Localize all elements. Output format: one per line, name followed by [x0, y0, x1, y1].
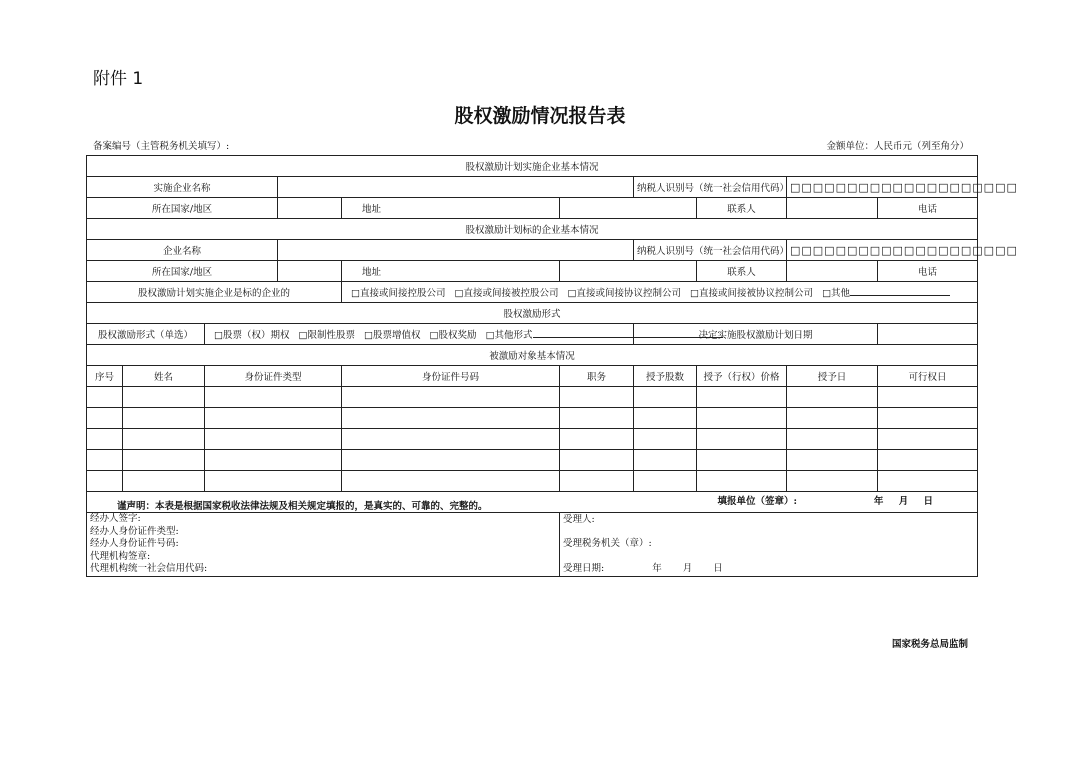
decision-date-field[interactable] [878, 324, 978, 345]
country-field[interactable] [278, 198, 342, 219]
target-enterprise-name-label: 企业名称 [87, 240, 278, 261]
table-cell[interactable] [123, 450, 205, 471]
col-header-shares: 授予股数 [634, 366, 697, 387]
table-cell[interactable] [87, 450, 123, 471]
supervisor-note: 国家税务总局监制 [891, 639, 968, 650]
contact-field[interactable] [787, 198, 878, 219]
table-cell[interactable] [560, 471, 634, 492]
form-other-underline[interactable] [533, 327, 723, 338]
table-cell[interactable] [123, 387, 205, 408]
relation-label: 股权激励计划实施企业是标的企业的 [87, 282, 342, 303]
section1-name-row [87, 177, 978, 198]
table-cell[interactable] [123, 471, 205, 492]
table-cell[interactable] [205, 387, 342, 408]
form-option-equity-award[interactable]: □股权奖励 [429, 330, 477, 341]
address-label: 地址 [342, 198, 560, 219]
section3-header-row [87, 303, 978, 324]
table-cell[interactable] [560, 408, 634, 429]
declaration-text: 谨声明：本表是根据国家税收法律法规及相关规定填报的，是真实的、可靠的、完整的。 [117, 501, 488, 512]
table-cell[interactable] [634, 408, 697, 429]
receive-date-label: 受理日期: [563, 562, 605, 574]
phone-label: 电话 [878, 198, 978, 219]
table-cell[interactable] [787, 408, 878, 429]
col-header-no: 序号 [87, 366, 123, 387]
col-header-id-type: 身份证件类型 [205, 366, 342, 387]
form-row [87, 324, 978, 345]
agent-receiver-row [87, 513, 978, 577]
table-cell[interactable] [787, 450, 878, 471]
contact-label: 联系人 [697, 198, 787, 219]
table-row [87, 471, 978, 492]
col-header-position: 职务 [560, 366, 634, 387]
table-cell[interactable] [697, 450, 787, 471]
table-cell[interactable] [205, 408, 342, 429]
table-cell[interactable] [123, 429, 205, 450]
table-cell[interactable] [878, 429, 978, 450]
table-row [87, 387, 978, 408]
agent-id-number-label: 经办人身份证件号码: [90, 538, 179, 549]
col-header-price: 授予（行权）价格 [697, 366, 787, 387]
table-row [87, 429, 978, 450]
table-cell[interactable] [634, 450, 697, 471]
table-cell[interactable] [697, 429, 787, 450]
col-header-name: 姓名 [123, 366, 205, 387]
recipients-header-row [87, 366, 978, 387]
section1-header-row [87, 156, 978, 177]
declaration-cell [87, 492, 978, 513]
address-field[interactable] [560, 198, 697, 219]
table-cell[interactable] [560, 429, 634, 450]
agent-signature-label: 经办人签字: [90, 513, 141, 524]
incentive-form-label: 股权激励形式（单选） [87, 324, 205, 345]
table-cell[interactable] [634, 471, 697, 492]
table-cell[interactable] [878, 450, 978, 471]
declaration-date-label: 年 月 日 [873, 496, 934, 507]
table-cell[interactable] [560, 387, 634, 408]
table-cell[interactable] [342, 387, 560, 408]
form-title: 股权激励情况报告表 [454, 105, 626, 127]
form-option-other[interactable]: □其他形式 [485, 330, 533, 341]
section2-header-row [87, 219, 978, 240]
target-enterprise-name-field[interactable] [278, 240, 634, 261]
table-cell[interactable] [205, 450, 342, 471]
col-header-id-number: 身份证件号码 [342, 366, 560, 387]
table-cell[interactable] [205, 471, 342, 492]
relation-option-agreement-controlled[interactable]: □直接或间接被协议控制公司 [690, 288, 814, 299]
target-country-label: 所在国家/地区 [87, 261, 278, 282]
receive-date-line [563, 563, 974, 576]
form-option-appreciation-rights[interactable]: □股票增值权 [364, 330, 421, 341]
table-row [87, 450, 978, 471]
table-cell[interactable] [342, 408, 560, 429]
table-cell[interactable] [205, 429, 342, 450]
table-cell[interactable] [787, 471, 878, 492]
section2-location-row [87, 261, 978, 282]
table-cell[interactable] [787, 429, 878, 450]
relation-option-controlled[interactable]: □直接或间接被控股公司 [454, 288, 559, 299]
table-cell[interactable] [87, 429, 123, 450]
relation-row [87, 282, 978, 303]
table-cell[interactable] [697, 408, 787, 429]
relation-option-controlling[interactable]: □直接或间接控股公司 [351, 288, 446, 299]
declaration-row [87, 492, 978, 513]
table-cell[interactable] [878, 471, 978, 492]
receiver-label: 受理人: [563, 513, 595, 525]
relation-options [342, 282, 978, 303]
annex-label: 附件 1 [93, 69, 144, 89]
section4-header: 被激励对象基本情况 [87, 345, 978, 366]
target-taxpayer-id-boxes[interactable]: □□□□□□□□□□□□□□□□□□□□ [787, 240, 978, 261]
receiver-block [560, 513, 978, 577]
col-header-grant-date: 授予日 [787, 366, 878, 387]
target-taxpayer-id-label: 纳税人识别号（统一社会信用代码） [634, 240, 787, 261]
section3-header: 股权激励形式 [87, 303, 978, 324]
amount-unit-label: 金额单位：人民币元（列至角分） [826, 141, 969, 152]
table-cell[interactable] [878, 387, 978, 408]
equity-incentive-report-table [86, 155, 1018, 577]
agency-credit-code-label: 代理机构统一社会信用代码: [90, 563, 208, 574]
table-cell[interactable] [342, 429, 560, 450]
table-cell[interactable] [697, 471, 787, 492]
target-address-label: 地址 [342, 261, 560, 282]
taxpayer-id-label: 纳税人识别号（统一社会信用代码） [634, 177, 787, 198]
table-cell[interactable] [634, 387, 697, 408]
enterprise-name-label: 实施企业名称 [87, 177, 278, 198]
table-cell[interactable] [697, 387, 787, 408]
table-cell[interactable] [87, 408, 123, 429]
table-row [87, 408, 978, 429]
section2-name-row [87, 240, 978, 261]
section2-header: 股权激励计划标的企业基本情况 [87, 219, 978, 240]
relation-other-underline[interactable] [850, 285, 950, 296]
table-cell[interactable] [342, 471, 560, 492]
agency-seal-label: 代理机构签章: [90, 550, 151, 562]
taxpayer-id-boxes[interactable]: □□□□□□□□□□□□□□□□□□□□ [787, 177, 978, 198]
filing-unit-signature-label: 填报单位（签章）: [717, 496, 798, 507]
table-cell[interactable] [87, 471, 123, 492]
target-contact-field[interactable] [787, 261, 878, 282]
incentive-form-options [205, 324, 634, 345]
tax-office-seal-label: 受理税务机关（章）: [563, 538, 652, 549]
enterprise-name-field[interactable] [278, 177, 634, 198]
table-cell[interactable] [560, 450, 634, 471]
agent-id-type-label: 经办人身份证件类型: [90, 525, 179, 537]
receive-date-units: 年 月 日 [652, 562, 723, 574]
target-country-field[interactable] [278, 261, 342, 282]
table-cell[interactable] [878, 408, 978, 429]
target-phone-label: 电话 [878, 261, 978, 282]
table-cell[interactable] [123, 408, 205, 429]
relation-option-other[interactable]: □其他 [822, 288, 851, 299]
record-number-label: 备案编号（主管税务机关填写）: [93, 141, 230, 152]
section4-header-row [87, 345, 978, 366]
target-address-field[interactable] [560, 261, 697, 282]
table-cell[interactable] [342, 450, 560, 471]
col-header-exercise-date: 可行权日 [878, 366, 978, 387]
target-contact-label: 联系人 [697, 261, 787, 282]
section1-location-row [87, 198, 978, 219]
country-label: 所在国家/地区 [87, 198, 278, 219]
form-option-restricted-stock[interactable]: □限制性股票 [298, 330, 355, 341]
table-cell[interactable] [87, 387, 123, 408]
decision-date-label: 决定实施股权激励计划日期 [634, 324, 878, 345]
section1-header: 股权激励计划实施企业基本情况 [87, 156, 978, 177]
agent-block [87, 513, 560, 577]
relation-option-agreement-controlling[interactable]: □直接或间接协议控制公司 [567, 288, 682, 299]
table-cell[interactable] [634, 429, 697, 450]
form-option-stock-options[interactable]: □股票（权）期权 [214, 330, 290, 341]
table-cell[interactable] [787, 387, 878, 408]
